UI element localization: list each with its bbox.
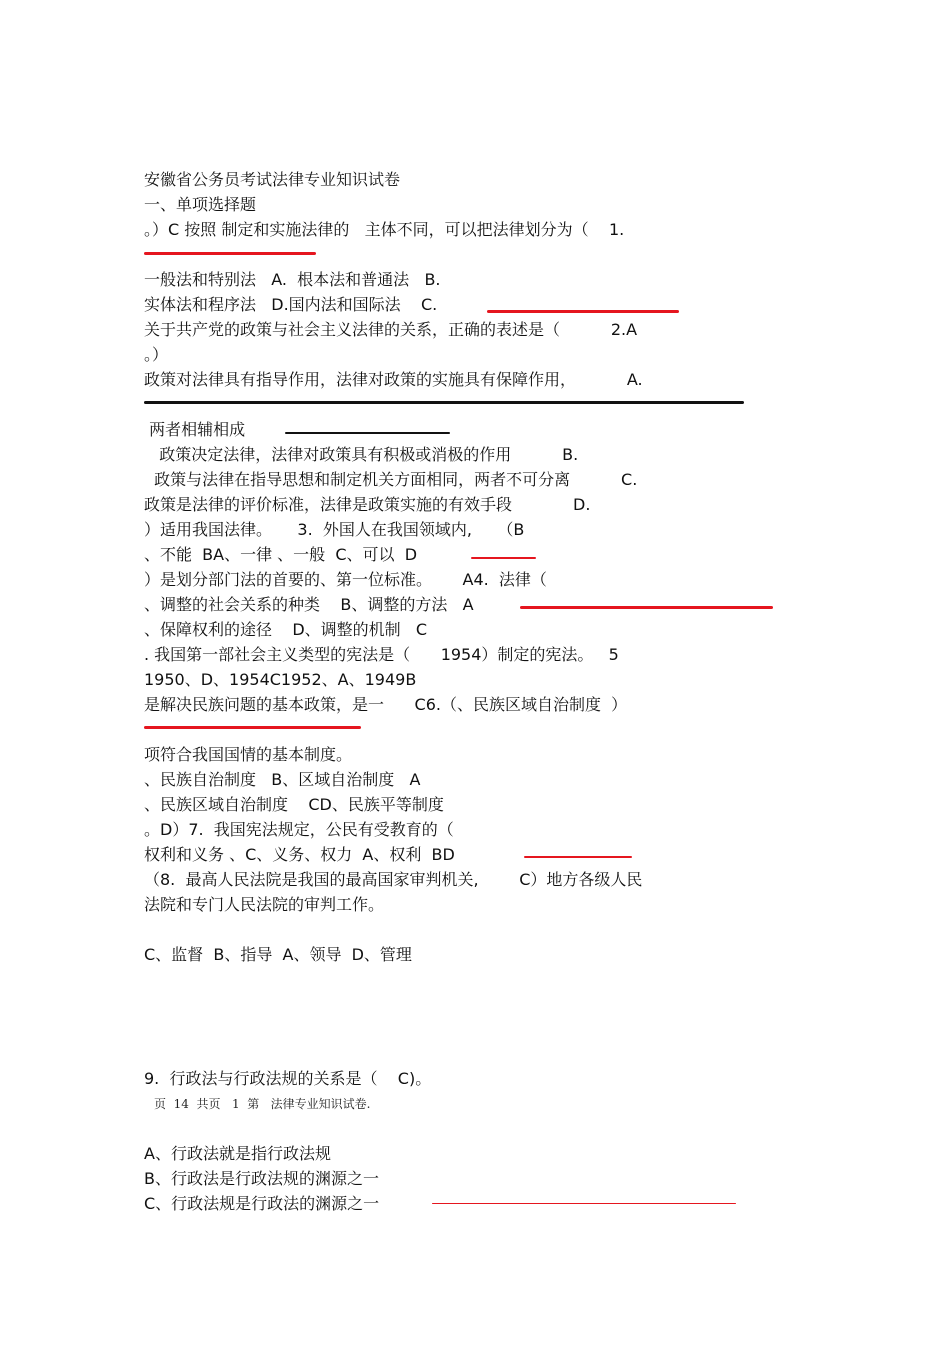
text-line: 一般法和特别法 A. 根本法和普通法 B. xyxy=(144,270,441,289)
text-line: 、调整的社会关系的种类 B、调整的方法 A xyxy=(144,595,474,614)
answer-underline xyxy=(144,252,316,255)
text-line: 政策与法律在指导思想和制定机关方面相同，两者不可分离 C. xyxy=(144,470,638,489)
answer-underline xyxy=(285,432,450,434)
text-line: （8. 最高人民法院是我国的最高国家审判机关, C）地方各级人民 xyxy=(144,870,643,889)
text-line: 政策决定法律，法律对政策具有积极或消极的作用 B. xyxy=(144,445,579,464)
text-line: 。D）7. 我国宪法规定，公民有受教育的（ xyxy=(144,820,454,839)
text-line: 实体法和程序法 D.国内法和国际法 C. xyxy=(144,295,438,314)
document-title: 安徽省公务员考试法律专业知识试卷 xyxy=(144,170,401,189)
text-line: 1950、D、1954C1952、A、1949B xyxy=(144,670,417,689)
text-line: 。） xyxy=(144,345,169,364)
answer-underline xyxy=(471,557,536,559)
text-line: C、行政法规是行政法的渊源之一 xyxy=(144,1194,380,1213)
text-line: 政策对法律具有指导作用，法律对政策的实施具有保障作用， A. xyxy=(144,370,643,389)
text-line: C、监督 B、指导 A、领导 D、管理 xyxy=(144,945,412,964)
text-line: 。）C 按照 制定和实施法律的 主体不同，可以把法律划分为（ 1. xyxy=(144,220,625,239)
answer-underline xyxy=(520,606,773,609)
text-line: 政策是法律的评价标准，法律是政策实施的有效手段 D. xyxy=(144,495,591,514)
text-line: 、不能 BA、一律 、一般 C、可以 D xyxy=(144,545,418,564)
answer-underline xyxy=(432,1203,736,1204)
text-line: 、民族自治制度 B、区域自治制度 A xyxy=(144,770,421,789)
text-line: 两者相辅相成 xyxy=(144,420,246,439)
text-line: 法院和专门人民法院的审判工作。 xyxy=(144,895,385,914)
text-line: ）适用我国法律。 3. 外国人在我国领域内, （B xyxy=(144,520,525,539)
text-line: 9. 行政法与行政法规的关系是（ C)。 xyxy=(144,1069,432,1088)
answer-underline xyxy=(487,310,679,313)
text-line: 关于共产党的政策与社会主义法律的关系，正确的表述是（ 2.A xyxy=(144,320,638,339)
text-line: 权利和义务 、C、义务、权力 A、权利 BD xyxy=(144,845,455,864)
section-heading: 一、单项选择题 xyxy=(144,195,257,214)
text-line: 项符合我国国情的基本制度。 xyxy=(144,745,353,764)
text-line: 、民族区域自治制度 CD、民族平等制度 xyxy=(144,795,444,814)
text-line: 是解决民族问题的基本政策，是一 C6.（、民族区域自治制度 ） xyxy=(144,695,628,714)
answer-underline xyxy=(144,726,361,729)
page-footer: 页 14 共页 1 第 法律专业知识试卷. xyxy=(154,1097,371,1111)
text-line: . 我国第一部社会主义类型的宪法是（ 1954）制定的宪法。 5 xyxy=(144,645,619,664)
text-line: A、行政法就是指行政法规 xyxy=(144,1144,331,1163)
answer-underline xyxy=(524,856,632,858)
text-line: ）是划分部门法的首要的、第一位标准。 A4. 法律（ xyxy=(144,570,547,589)
text-line: 、保障权利的途径 D、调整的机制 C xyxy=(144,620,428,639)
separator-rule xyxy=(144,401,744,404)
text-line: B、行政法是行政法规的渊源之一 xyxy=(144,1169,379,1188)
